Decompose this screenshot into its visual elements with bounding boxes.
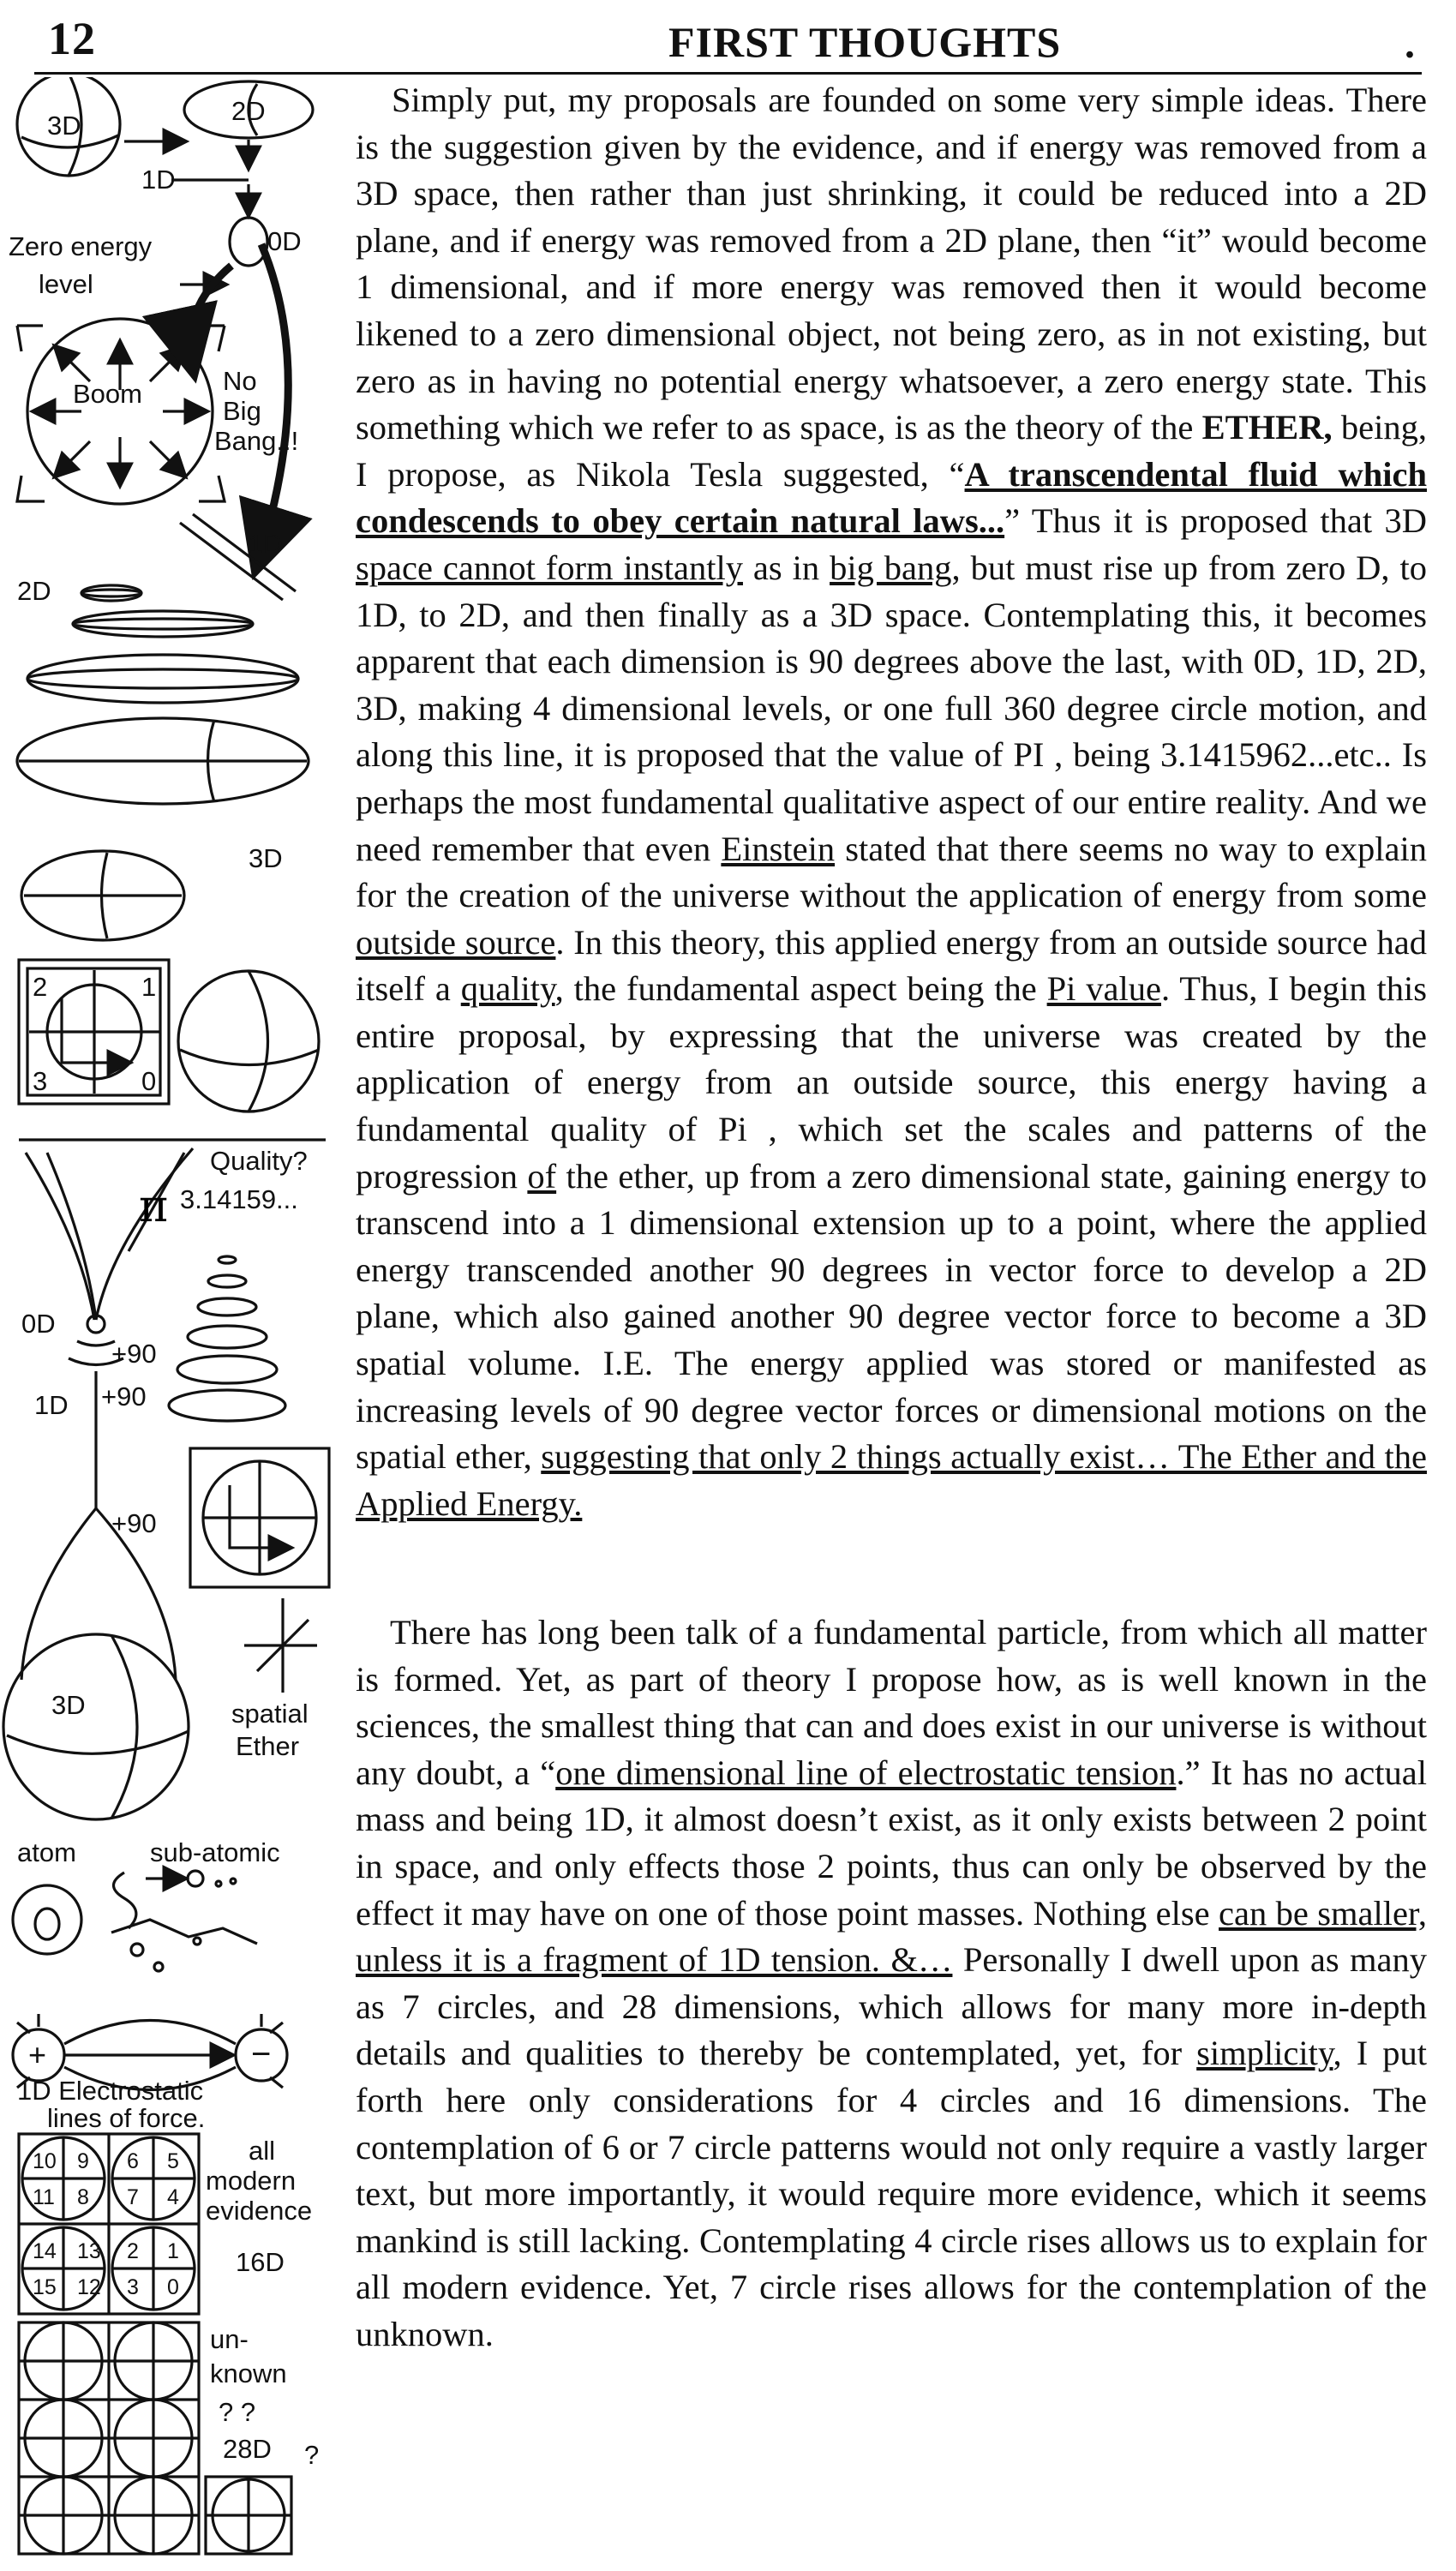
grid-num: 12 [77,2275,101,2299]
underlined-text: suggesting that only 2 things actually exist… The Ether and the Applied Energy. [356,1437,1427,1523]
label-quality: Quality? [210,1146,308,1176]
label-unknown-2: known [210,2358,287,2388]
text-run: . In this theory, this applied energy from an outside source had itself a [356,922,1427,1009]
label-28d: 28D [223,2434,272,2464]
title-dot: . [1405,21,1415,67]
label-0d-low: 0D [21,1309,56,1339]
paragraph-second [356,1609,1427,2358]
label-1d-low: 1D [34,1390,69,1420]
grid-num: 15 [33,2275,57,2299]
label-pi-symbol: π [139,1181,169,1232]
label-plus: + [28,2037,47,2072]
small-ellipse [21,851,184,940]
underlined-text: Pi value [1046,969,1161,1009]
dimension-diagrams [0,77,334,2571]
underlined-text: space cannot form instantly [356,548,743,587]
text-run: stated that there seems no way to explain for the creation of the universe without the application of energy from some [356,829,1428,915]
grid-num: 11 [33,2185,55,2209]
label-1d-top: 1D [141,165,176,195]
underlined-text: simplicity [1196,2034,1333,2073]
grid-num: 2 [127,2239,139,2263]
underlined-text: quality [460,969,555,1009]
text-run: There has long been talk of a fundamental particle, from which all matter is formed. Yet, as part of theory I propose how, as is well known in the sciences, the smallest thing that can and does exist in our universe is without any doubt, a “ [356,1613,1427,1792]
text-run: ” Thus it is proposed that 3D [1004,501,1427,541]
text-run: Personally I dwell upon as many as 7 circles, and 28 dimensions, which allows for many more in-depth details and qualities to thereby be contemplated, yet, for [356,1940,1427,2073]
label-0d: 0D [267,226,302,256]
label-q1: 1 [141,972,157,1002]
label-no: No [223,366,257,396]
label-16d: 16D [236,2247,285,2277]
label-pi-value: 3.14159... [180,1184,298,1214]
text-run: .” It has no actual mass and being 1D, it almost doesn’t exist, as it only exists between 2 point in space, and only effects those 2 points, thus can only be observed by the effect it may have on one of those point masses. Nothing else [356,1753,1428,1933]
label-all: all [249,2136,276,2166]
grid-num: 0 [167,2275,179,2299]
grid-num: 9 [77,2149,89,2173]
underlined-text: of [527,1156,557,1196]
label-plus90-a: +90 [111,1339,157,1369]
underlined-text: big bang [830,548,952,587]
ether-bold: ETHER, [1201,408,1333,447]
text-run: being, I propose, as Nikola Tesla suggested, “ [356,408,1427,494]
label-3d-mid: 3D [249,843,283,873]
label-zero-energy-2: level [39,269,93,299]
boxed-circle [190,1448,329,1587]
sphere-3d-mid [178,971,319,1112]
label-2d-top: 2D [231,96,266,126]
grid-num: 14 [33,2239,57,2263]
grid-num: 6 [127,2149,139,2173]
label-2d-mid: 2D [17,576,51,606]
grid-num: 10 [33,2149,57,2173]
label-atom: atom [17,1837,76,1867]
text-run: the ether, up from a zero dimensional state, gaining energy to transcend into a 1 dimensional extension up to a point, where the applied energy transcended another 90 degrees in vector force to develop a 2D plane, which also gained another 90 degree vector force to become a 3D spatial volume. I.E. The energy applied was stored or manifested as increasing levels of 90 degree vector forces or dimensional motions on the spatial ether, [356,1156,1427,1477]
underlined-text: Einstein [721,829,836,868]
label-electrostatic-2: lines of force. [47,2103,206,2133]
label-3d-low: 3D [51,1690,86,1720]
underlined-text: can be smaller, unless it is a fragment of 1D tension. &… [356,1893,1428,1980]
teardrop-sphere [3,1371,189,1819]
grid-num: 4 [167,2185,179,2209]
diagram-canvas [0,77,334,2571]
label-bang: Bang.!! [214,426,299,456]
grid-num: 5 [167,2149,179,2173]
label-plus90-c: +90 [111,1508,157,1538]
header-rule [34,72,1422,75]
text-run: , the fundamental aspect being the [554,969,1047,1009]
label-ether: Ether [236,1731,300,1761]
label-big: Big [223,396,261,426]
label-electrostatic-1: 1D Electrostatic [17,2076,204,2106]
curved-arrow-right [257,244,288,566]
text-run: . Thus, I begin this entire proposal, by expressing that the universe was created by the application of energy from an outside source, this energy having a fundamental quality of Pi , which set the scales and patterns of the progression [356,969,1428,1196]
label-subatomic: sub-atomic [150,1837,280,1867]
text-run: , but must rise up from zero D, to 1D, to 2D, and then finally as a 3D space. Contemplating this, it becomes apparent that each dimension is 90 degrees above the last, with 0D, 1D, 2D, 3D, making 4 dimensional levels, or one full 360 degree circle motion, and along this line, it is proposed that the value of PI , being 3.1415962...etc.. Is perhaps the most fundamental qualitative aspect of our entire reality. And we need remember that even [356,548,1427,868]
grid-num: 1 [167,2239,179,2263]
tesla-quote: A transcendental fluid which condescends to obey certain natural laws... [356,454,1427,541]
grid-num: 8 [77,2185,89,2209]
page-number: 12 [48,13,96,64]
label-minus: − [251,2035,272,2073]
label-plus90-b: +90 [101,1381,147,1411]
text-run: Simply put, my proposals are founded on some very simple ideas. There is the suggestion given by the evidence, and if energy was removed from a 3D space, then rather than just shrinking, it could be reduced into a 2D plane, and if energy was removed from a 2D plane, then “it” would become 1 dimensional, and if more energy was removed then it would become likened to a zero dimensional object, not being zero, as in not existing, but zero as in having no potential energy whatsoever, a zero energy state. This something which we refer to as space, is as the theory of the [356,81,1427,447]
spiral-stack [169,1256,285,1421]
text-run: as in [742,548,830,587]
text-run: , I put forth here only considerations for 4 circles and 16 dimensions. The contemplation of 6 or 7 circle patterns would not only require a vastly larger text, but more importantly, it would require more evidence, which it seems mankind is still lacking. Contemplating 4 circle rises allows us to explain for all modern evidence. Yet, 7 circle rises allows for the contemplation of the unknown. [356,2034,1427,2353]
label-spatial: spatial [231,1699,309,1729]
label-question-marks: ? ? [219,2397,256,2427]
underlined-text: outside source [356,922,556,962]
curved-arrow-left [190,266,231,369]
atom-diagram [13,1871,257,1971]
axis-cross [244,1598,317,1693]
label-3d-top: 3D [47,111,81,141]
label-evidence: evidence [206,2196,313,2226]
label-q0: 0 [141,1066,157,1096]
label-q3: 3 [33,1066,48,1096]
label-zero-energy-1: Zero energy [9,231,153,261]
grid-num: 3 [127,2275,139,2299]
label-q2: 2 [33,972,48,1002]
grid-num: 7 [127,2185,139,2209]
label-question-last: ? [304,2440,320,2470]
page-title: FIRST THOUGHTS [668,18,1062,66]
label-1d-mid: 1D [249,529,283,559]
underlined-text: one dimensional line of electrostatic tension [555,1753,1177,1792]
paragraph-first [356,77,1427,1527]
layered-discs [17,585,309,804]
label-boom: Boom [73,379,142,409]
label-unknown-1: un- [210,2324,249,2354]
circle-0d [230,218,267,266]
grid-num: 13 [77,2239,101,2263]
label-modern: modern [206,2166,297,2196]
